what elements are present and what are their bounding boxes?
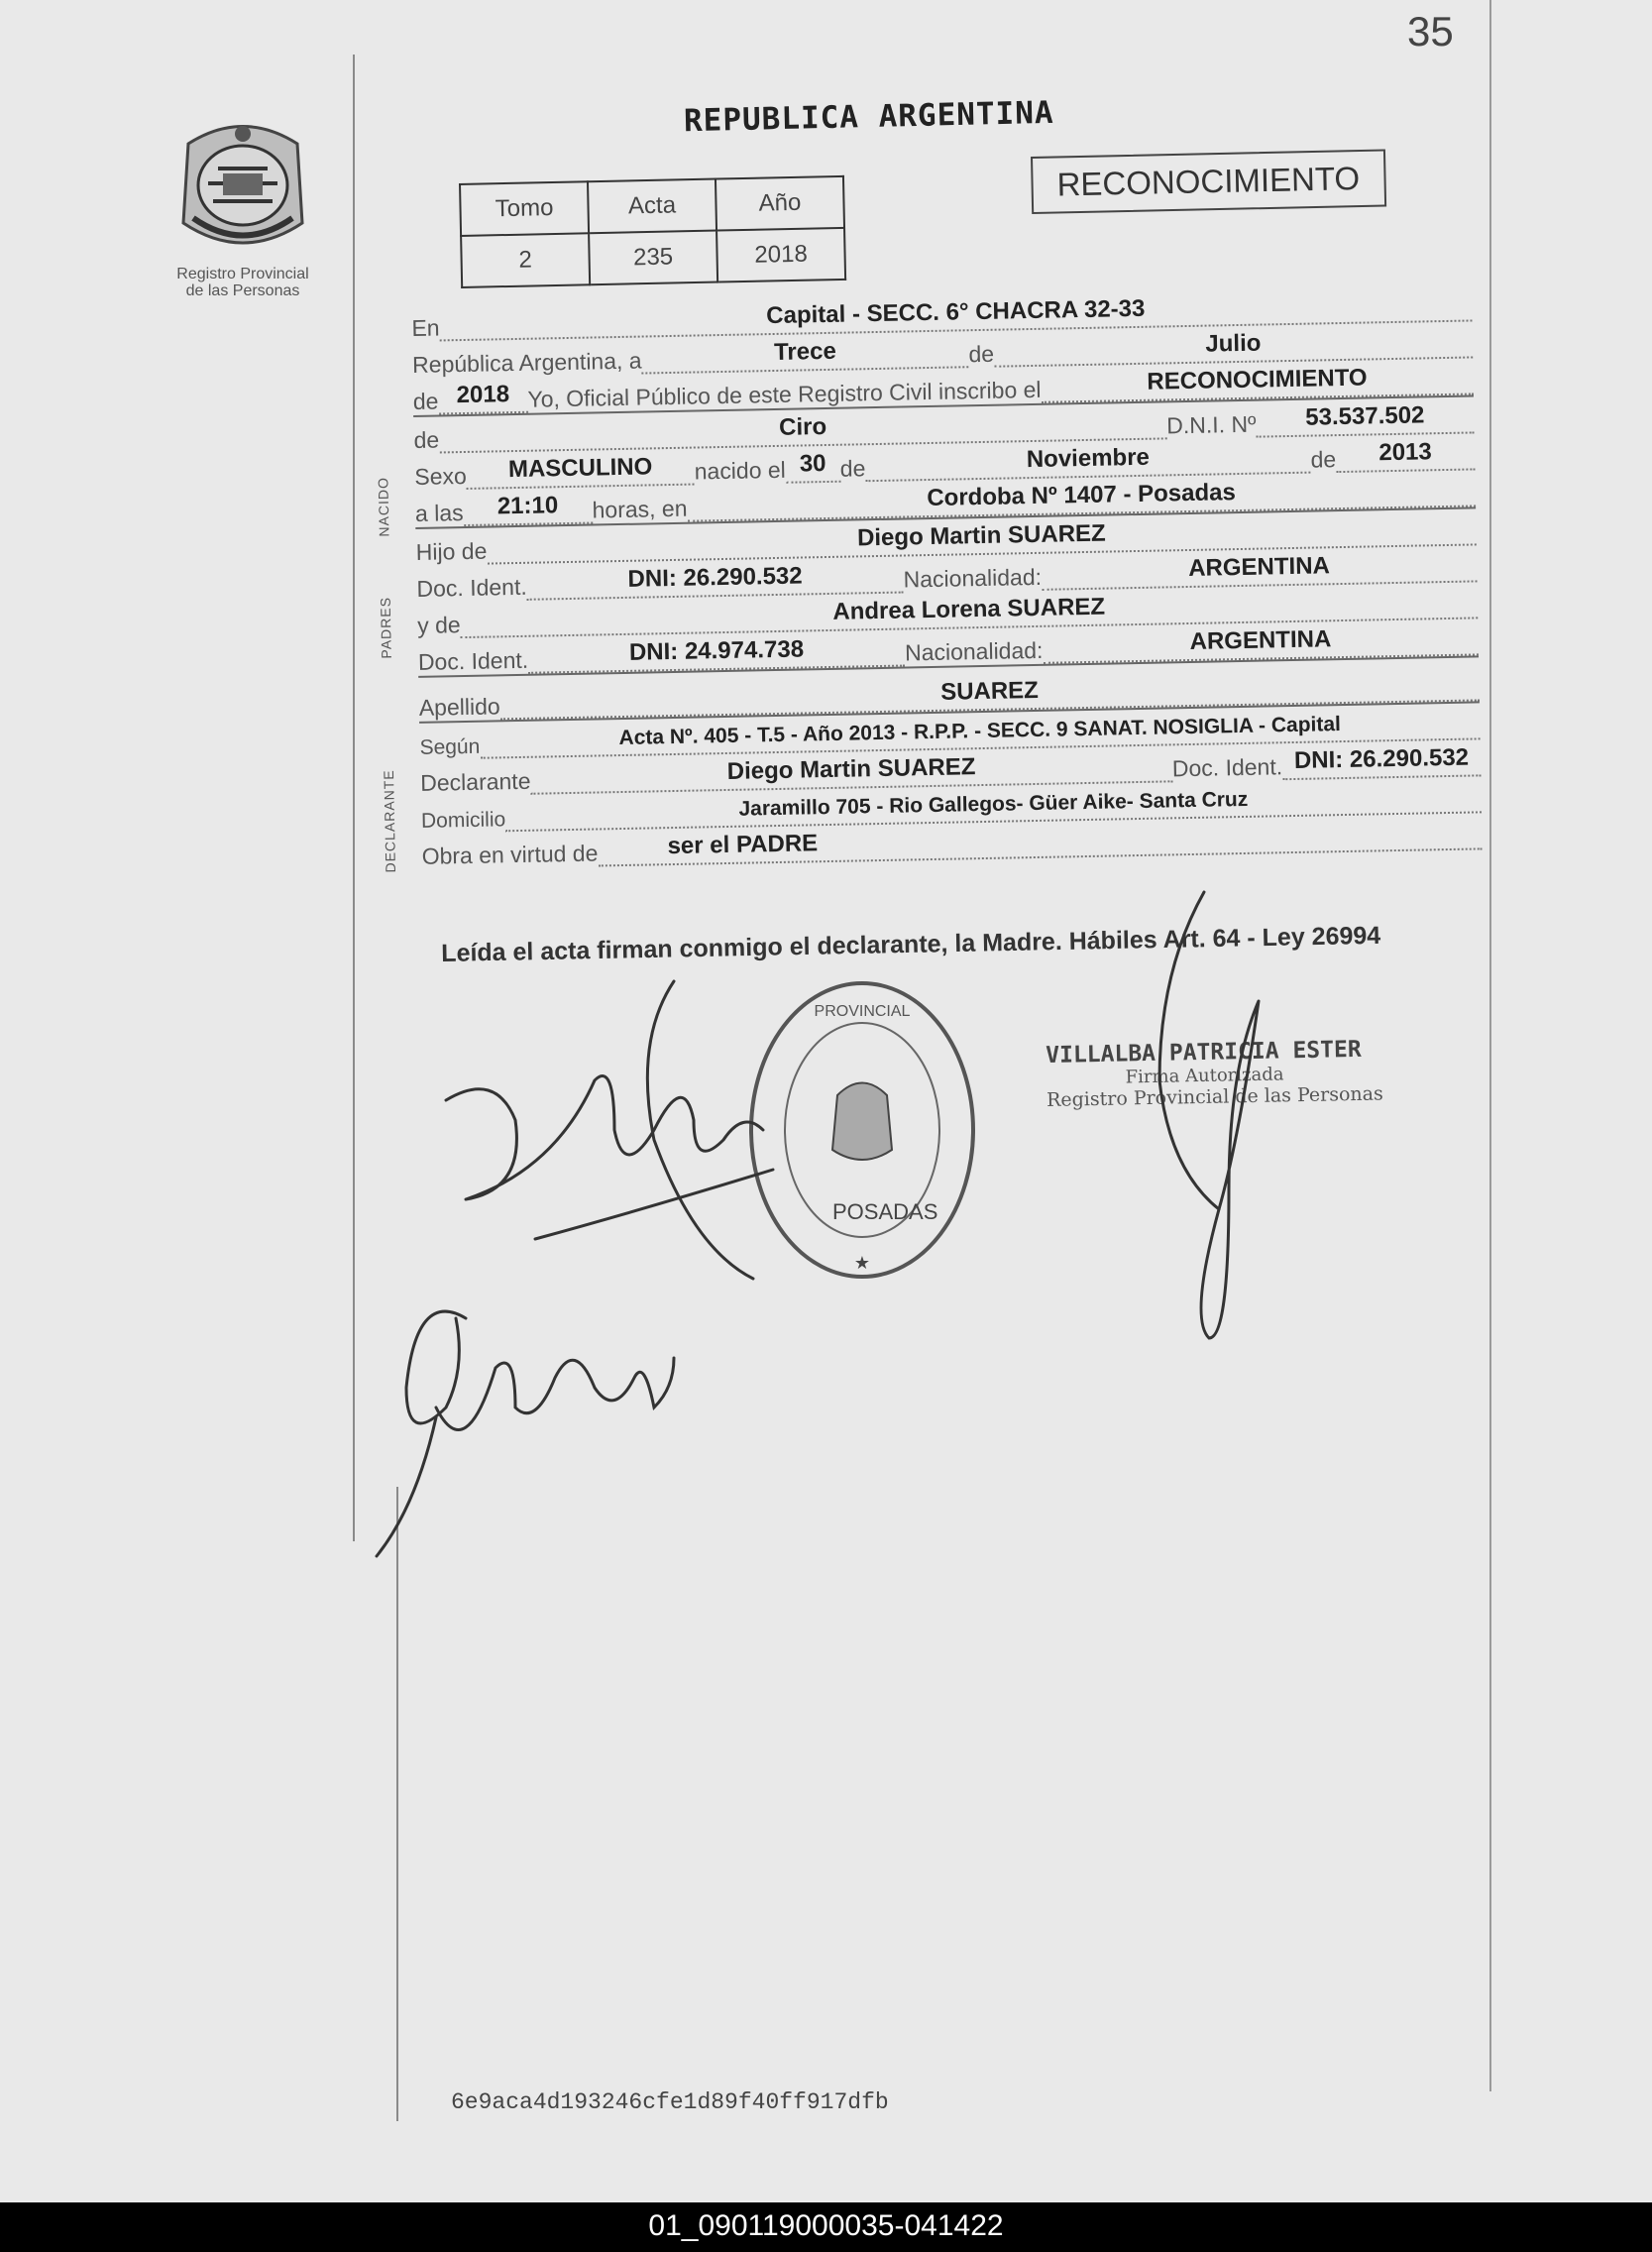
section-declarante <box>380 703 1483 873</box>
declarant-signature <box>446 981 773 1279</box>
value-nac-anio: 2013 <box>1378 438 1432 467</box>
label-nacionalidad-madre: Nacionalidad: <box>904 636 1044 666</box>
value-dni: 53.537.502 <box>1305 401 1425 431</box>
value-lugar: Capital - SECC. 6° CHACRA 32-33 <box>766 294 1146 330</box>
logo-caption-line2: de las Personas <box>185 282 300 299</box>
fill-nac-dia <box>786 449 840 484</box>
registry-table <box>459 175 846 288</box>
left-margin-line <box>353 55 355 1541</box>
svg-text:PROVINCIAL: PROVINCIAL <box>814 1003 911 1020</box>
label-sexo: Sexo <box>414 462 467 490</box>
value-dia: Trece <box>773 337 837 366</box>
label-a-las: a las <box>414 500 464 526</box>
fill-hora <box>463 492 592 526</box>
label-dni: D.N.I. Nº <box>1166 410 1257 439</box>
header-acta: Acta <box>588 179 716 234</box>
label-de-nac-anio: de <box>1310 446 1337 473</box>
value-segun: Acta Nº. 405 - T.5 - Año 2013 - R.P.P. - SECC. 9 SANAT. NOSIGLIA - Capital <box>618 713 1342 750</box>
value-anio-field: 2018 <box>456 381 510 409</box>
label-nacionalidad-padre: Nacionalidad: <box>903 563 1043 593</box>
label-domicilio: Domicilio <box>420 808 506 833</box>
label-obra: Obra en virtud de <box>421 840 599 869</box>
closing-statement: Leída el acta firman conmigo el declarante, la Madre. Hábiles Art. 64 - Ley 26994 <box>441 921 1381 967</box>
value-sexo: MASCULINO <box>507 453 653 484</box>
label-declarante: Declarante <box>420 767 531 796</box>
value-declarante: Diego Martin SUAREZ <box>726 753 976 785</box>
value-tomo: 2 <box>461 233 590 287</box>
registry-table-value-row <box>461 228 845 287</box>
logo-caption-line1: Registro Provincial <box>176 266 309 282</box>
label-horas-en: horas, en <box>592 495 688 523</box>
document-title: REPUBLICA ARGENTINA <box>683 94 1054 140</box>
label-en: En <box>411 314 440 341</box>
label-nacido-el: nacido el <box>694 456 787 485</box>
value-anio: 2018 <box>716 228 845 282</box>
section-padres <box>377 508 1479 678</box>
value-nombre: Ciro <box>778 412 827 441</box>
right-margin-line <box>1489 0 1491 2091</box>
label-doc-ident-declarante: Doc. Ident. <box>1171 753 1283 782</box>
value-padre-nac: ARGENTINA <box>1187 552 1331 582</box>
svg-text:★: ★ <box>853 1253 871 1273</box>
value-madre-nac: ARGENTINA <box>1189 625 1332 655</box>
provincial-emblem-logo <box>168 114 317 263</box>
official-name: VILLALBA PATRICIA ESTER <box>1046 1036 1362 1069</box>
value-madre-doc: DNI: 24.974.738 <box>628 635 805 666</box>
value-obra: ser el PADRE <box>667 830 819 860</box>
label-segun: Según <box>419 734 481 759</box>
official-organization: Registro Provincial de las Personas <box>1046 1082 1383 1111</box>
side-label-nacido: NACIDO <box>375 476 392 537</box>
form-body <box>375 284 1483 873</box>
mother-signature <box>377 1311 674 1556</box>
label-doc-ident-madre: Doc. Ident. <box>417 646 529 675</box>
official-signature-block <box>1046 1036 1403 1111</box>
label-republica: República Argentina, a <box>411 347 642 378</box>
official-stamp-seal <box>743 976 981 1284</box>
official-role: Firma Autorizada <box>1125 1064 1284 1088</box>
label-apellido: Apellido <box>418 693 500 721</box>
fill-anio <box>438 381 527 415</box>
value-acta: 235 <box>589 231 717 285</box>
value-apellido: SUAREZ <box>939 676 1040 706</box>
side-label-padres: PADRES <box>377 596 394 659</box>
value-nac-mes: Noviembre <box>1026 443 1151 474</box>
left-margin-line-lower <box>396 1487 398 2121</box>
logo-caption <box>149 266 337 299</box>
label-doc-ident-padre: Doc. Ident. <box>416 573 527 602</box>
svg-text:POSADAS: POSADAS <box>832 1199 938 1224</box>
header-tomo: Tomo <box>460 181 589 236</box>
value-domicilio: Jaramillo 705 - Rio Gallegos- Güer Aike- Santa Cruz <box>738 787 1249 821</box>
side-label-declarante: DECLARANTE <box>380 769 398 873</box>
fill-nac-anio <box>1336 438 1475 473</box>
footer-file-id: 01_090119000035-041422 <box>648 2209 1004 2242</box>
page-number: 35 <box>1407 8 1454 55</box>
value-declarante-doc: DNI: 26.290.532 <box>1293 743 1470 774</box>
official-signature <box>1159 892 1259 1338</box>
label-de-mes: de <box>968 340 995 368</box>
value-padre-doc: DNI: 26.290.532 <box>627 562 803 593</box>
label-y-de: y de <box>416 612 461 638</box>
registry-table-header-row <box>460 176 844 236</box>
fill-obra <box>598 828 1483 866</box>
value-nac-dia: 30 <box>799 449 826 478</box>
value-lugar-nac: Cordoba Nº 1407 - Posadas <box>927 479 1237 512</box>
label-yo: Yo, Oficial Público de este Registro Civil inscribo el <box>527 376 1042 412</box>
value-padre: Diego Martin SUAREZ <box>856 519 1106 552</box>
value-hora: 21:10 <box>496 492 559 520</box>
label-hijo-de: Hijo de <box>415 537 488 565</box>
act-type-box: RECONOCIMIENTO <box>1031 150 1386 214</box>
document-hash: 6e9aca4d193246cfe1d89f40ff917dfb <box>451 2089 889 2115</box>
label-de-nac-mes: de <box>839 455 866 482</box>
value-mes: Julio <box>1205 329 1262 358</box>
label-de-nombre: de <box>413 426 440 453</box>
value-tipo: RECONOCIMIENTO <box>1147 364 1368 395</box>
value-madre: Andrea Lorena SUAREZ <box>832 593 1106 625</box>
label-de-anio: de <box>412 388 439 414</box>
header-anio: Año <box>716 176 844 231</box>
